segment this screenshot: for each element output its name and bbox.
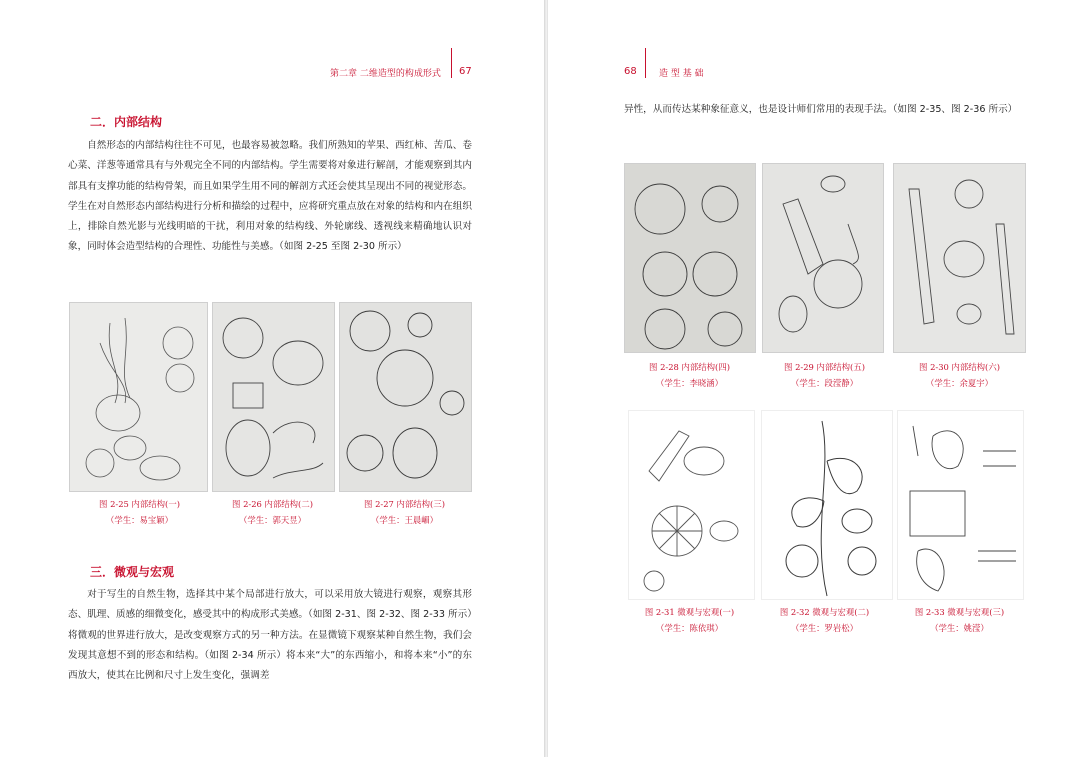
caption-title: 图 2-27 内部结构(三): [364, 499, 445, 509]
figure-2-28-caption: [621, 361, 758, 389]
paragraph: 异性，从而传达某种象征意义，也是设计师们常用的表现手法。（如图 2-35、图 2-36 所示）: [624, 104, 1018, 115]
page-number: 67: [459, 66, 472, 77]
caption-credit: （学生：李晓涵）: [656, 378, 723, 388]
continued-text: [624, 100, 1026, 120]
caption-credit: （学生：余夏宇）: [926, 378, 993, 388]
paragraph: 对于写生的自然生物，选择其中某个局部进行放大，可以采用放大镜进行观察，观察其形态、肌理、质感的细微变化，感受其中的构成形式美感。（如图 2-31、图 2-32、图 2-33 所示）将微观的世界进行放大，是改变观察方式的另一种方法。在显微镜下观察某种自然生物，我们会发现其意想不到的形态和结构。（如图 2-34 所示）将本来“大”的东西缩小，和将本来“小”的东西放大，使其在比例和尺寸上发生变化，强调差: [68, 589, 472, 682]
figure-2-32-caption: [756, 606, 893, 634]
figure-2-28-image: [624, 163, 756, 353]
figure-2-27-image: [339, 302, 472, 492]
caption-title: 图 2-25 内部结构(一): [99, 499, 180, 509]
header-divider: [645, 48, 646, 78]
section-body-micro-macro: [68, 585, 472, 686]
caption-credit: （学生：陈依琪）: [656, 623, 723, 633]
figure-2-29-image: [762, 163, 884, 353]
figure-2-31-image: [628, 410, 755, 600]
caption-credit: （学生：姚滢）: [930, 623, 989, 633]
caption-title: 图 2-29 内部结构(五): [784, 362, 865, 372]
caption-title: 图 2-31 微观与宏观(一): [644, 607, 735, 617]
header-divider: [451, 48, 452, 78]
caption-credit: （学生：易宝颖）: [106, 515, 173, 525]
right-page: [548, 0, 1091, 757]
caption-title: 图 2-28 内部结构(四): [649, 362, 730, 372]
caption-title: 图 2-26 内部结构(二): [232, 499, 313, 509]
page-number: 68: [624, 66, 637, 77]
figure-2-27-caption: [336, 498, 473, 526]
caption-credit: （学生：王晨嵋）: [371, 515, 438, 525]
figure-2-33-caption: [891, 606, 1028, 634]
left-page: [0, 0, 544, 757]
caption-credit: （学生：罗岩松）: [791, 623, 858, 633]
caption-title: 图 2-32 微观与宏观(二): [779, 607, 870, 617]
figure-2-30-image: [893, 163, 1026, 353]
section-heading-micro-macro: 三．微观与宏观: [90, 565, 175, 579]
figure-2-25-caption: [68, 498, 211, 526]
figure-2-26-caption: [204, 498, 341, 526]
figure-2-30-caption: [891, 361, 1028, 389]
figure-2-33-image: [897, 410, 1024, 600]
book-header: 造 型 基 础: [659, 69, 704, 79]
section-body-internal-structure: [68, 136, 472, 258]
figure-2-31-caption: [621, 606, 758, 634]
caption-credit: （学生：郭天昱）: [239, 515, 306, 525]
chapter-header: 第二章 二维造型的构成形式: [330, 69, 441, 79]
paragraph: 自然形态的内部结构往往不可见，也最容易被忽略。我们所熟知的苹果、西红柿、苦瓜、卷心菜、洋葱等通常具有与外观完全不同的内部结构。学生需要将对象进行解剖，才能观察到其内部具有支撑功能的结构骨架，而且如果学生用不同的解剖方式还会使其呈现出不同的视觉形态。学生在对自然形态内部结构进行分析和描绘的过程中，应将研究重点放在对象的结构和内在组织上，排除自然光影与光线明暗的干扰，利用对象的结构线、外轮廓线、透视线来精确地认识对象，同时体会造型结构的合理性、功能性与美感。（如图 2-25 至图 2-30 所示）: [68, 140, 472, 253]
caption-title: 图 2-30 内部结构(六): [919, 362, 1000, 372]
caption-credit: （学生：段滢静）: [791, 378, 858, 388]
figure-2-25-image: [69, 302, 208, 492]
figure-2-32-image: [761, 410, 893, 600]
figure-2-29-caption: [756, 361, 893, 389]
figure-2-26-image: [212, 302, 335, 492]
section-heading-internal-structure: 二．内部结构: [90, 115, 163, 129]
caption-title: 图 2-33 微观与宏观(三): [914, 607, 1005, 617]
